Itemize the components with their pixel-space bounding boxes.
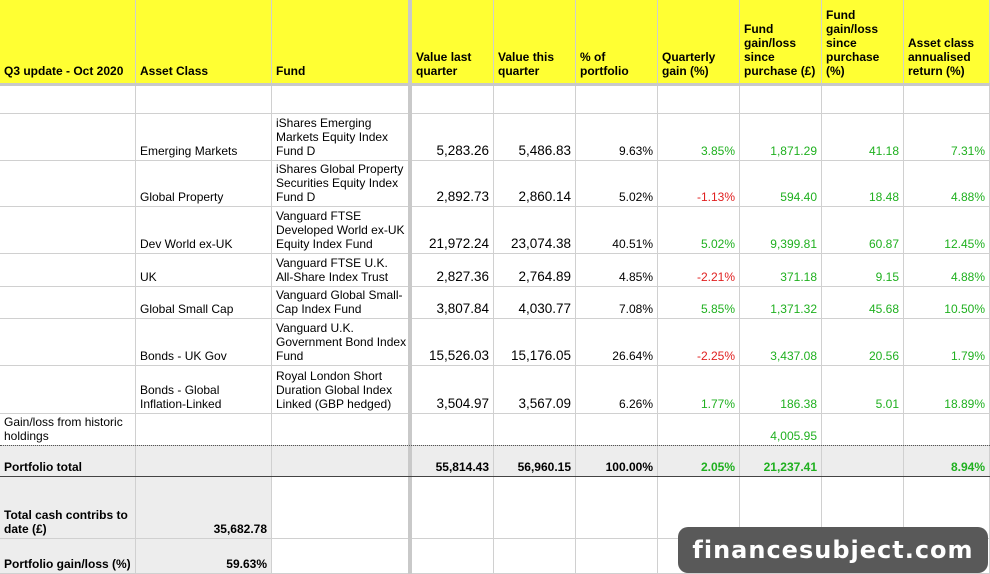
total-label-cell[interactable]: Portfolio total <box>0 446 136 477</box>
gain-loss-cell[interactable]: 186.38 <box>740 366 822 414</box>
fund-cell[interactable]: iShares Emerging Markets Equity Index Fund D <box>272 114 412 161</box>
empty-cell[interactable] <box>412 477 494 539</box>
empty-cell[interactable] <box>272 539 412 574</box>
gainloss-label-cell[interactable]: Portfolio gain/loss (%) <box>0 539 136 574</box>
quarterly-gain-cell[interactable]: -2.25% <box>658 319 740 366</box>
gain-loss-cell[interactable]: 371.18 <box>740 254 822 287</box>
gain-loss-pct-cell[interactable]: 18.48 <box>822 161 904 207</box>
fund-cell[interactable]: Vanguard FTSE U.K. All-Share Index Trust <box>272 254 412 287</box>
asset-class-cell[interactable]: Bonds - UK Gov <box>136 319 272 366</box>
table-row-cell[interactable] <box>0 161 136 207</box>
frozen-column-divider[interactable] <box>408 0 412 574</box>
empty-cell[interactable] <box>822 414 904 446</box>
value-last-cell[interactable]: 2,892.73 <box>412 161 494 207</box>
historic-label-cell[interactable]: Gain/loss from historic holdings <box>0 414 136 446</box>
fund-cell[interactable]: Royal London Short Duration Global Index Linked (GBP hedged) <box>272 366 412 414</box>
annualised-return-cell[interactable]: 7.31% <box>904 114 990 161</box>
empty-cell[interactable] <box>822 446 904 477</box>
table-row-cell[interactable] <box>0 319 136 366</box>
value-this-cell[interactable]: 3,567.09 <box>494 366 576 414</box>
total-gl-cell[interactable]: 21,237.41 <box>740 446 822 477</box>
empty-cell[interactable] <box>904 86 990 114</box>
empty-cell[interactable] <box>822 86 904 114</box>
header-cell[interactable]: Value this quarter <box>494 0 576 84</box>
asset-class-cell[interactable]: Bonds - Global Inflation-Linked <box>136 366 272 414</box>
empty-cell[interactable] <box>494 539 576 574</box>
empty-cell[interactable] <box>576 86 658 114</box>
empty-cell[interactable] <box>494 414 576 446</box>
annualised-return-cell[interactable]: 1.79% <box>904 319 990 366</box>
empty-cell[interactable] <box>658 414 740 446</box>
empty-cell[interactable] <box>576 539 658 574</box>
gain-loss-pct-cell[interactable]: 60.87 <box>822 207 904 254</box>
gain-loss-pct-cell[interactable]: 41.18 <box>822 114 904 161</box>
asset-class-cell[interactable]: Emerging Markets <box>136 114 272 161</box>
gain-loss-cell[interactable]: 1,871.29 <box>740 114 822 161</box>
total-qgain-cell[interactable]: 2.05% <box>658 446 740 477</box>
empty-cell[interactable] <box>272 86 412 114</box>
empty-cell[interactable] <box>0 86 136 114</box>
empty-cell[interactable] <box>412 86 494 114</box>
value-this-cell[interactable]: 23,074.38 <box>494 207 576 254</box>
total-this-cell[interactable]: 56,960.15 <box>494 446 576 477</box>
empty-cell[interactable] <box>412 539 494 574</box>
asset-class-cell[interactable]: Global Small Cap <box>136 287 272 319</box>
annualised-return-cell[interactable]: 4.88% <box>904 254 990 287</box>
empty-cell[interactable] <box>412 414 494 446</box>
table-row-cell[interactable] <box>0 287 136 319</box>
total-border <box>0 476 990 477</box>
quarterly-gain-cell[interactable]: 3.85% <box>658 114 740 161</box>
gain-loss-cell[interactable]: 1,371.32 <box>740 287 822 319</box>
cash-label-cell[interactable]: Total cash contribs to date (£) <box>0 477 136 539</box>
fund-cell[interactable]: Vanguard Global Small-Cap Index Fund <box>272 287 412 319</box>
value-this-cell[interactable]: 2,764.89 <box>494 254 576 287</box>
gain-loss-pct-cell[interactable]: 20.56 <box>822 319 904 366</box>
empty-cell[interactable] <box>272 446 412 477</box>
fund-cell[interactable]: iShares Global Property Securities Equity Index Fund D <box>272 161 412 207</box>
gain-loss-cell[interactable]: 9,399.81 <box>740 207 822 254</box>
value-last-cell[interactable]: 2,827.36 <box>412 254 494 287</box>
quarterly-gain-cell[interactable]: 1.77% <box>658 366 740 414</box>
annualised-return-cell[interactable]: 18.89% <box>904 366 990 414</box>
quarterly-gain-cell[interactable]: -1.13% <box>658 161 740 207</box>
gain-loss-pct-cell[interactable]: 5.01 <box>822 366 904 414</box>
total-pct-cell[interactable]: 100.00% <box>576 446 658 477</box>
value-this-cell[interactable]: 2,860.14 <box>494 161 576 207</box>
annualised-return-cell[interactable]: 10.50% <box>904 287 990 319</box>
percent-portfolio-cell[interactable]: 40.51% <box>576 207 658 254</box>
gainloss-value-cell[interactable]: 59.63% <box>136 539 272 574</box>
asset-class-cell[interactable]: Global Property <box>136 161 272 207</box>
header-cell[interactable]: Asset Class <box>136 0 272 84</box>
header-cell[interactable]: Fund gain/loss since purchase (%) <box>822 0 904 84</box>
header-cell[interactable]: Fund gain/loss since purchase (£) <box>740 0 822 84</box>
dotted-border <box>0 445 990 446</box>
percent-portfolio-cell[interactable]: 26.64% <box>576 319 658 366</box>
value-this-cell[interactable]: 5,486.83 <box>494 114 576 161</box>
header-cell[interactable]: Value last quarter <box>412 0 494 84</box>
header-cell[interactable]: % of portfolio <box>576 0 658 84</box>
header-cell[interactable]: Q3 update - Oct 2020 <box>0 0 136 84</box>
annualised-return-cell[interactable]: 4.88% <box>904 161 990 207</box>
empty-cell[interactable] <box>494 86 576 114</box>
asset-class-cell[interactable]: Dev World ex-UK <box>136 207 272 254</box>
empty-cell[interactable] <box>136 414 272 446</box>
quarterly-gain-cell[interactable]: 5.85% <box>658 287 740 319</box>
percent-portfolio-cell[interactable]: 9.63% <box>576 114 658 161</box>
empty-cell[interactable] <box>904 414 990 446</box>
total-last-cell[interactable]: 55,814.43 <box>412 446 494 477</box>
gain-loss-pct-cell[interactable]: 45.68 <box>822 287 904 319</box>
percent-portfolio-cell[interactable]: 7.08% <box>576 287 658 319</box>
fund-cell[interactable]: Vanguard FTSE Developed World ex-UK Equity Index Fund <box>272 207 412 254</box>
empty-cell[interactable] <box>576 414 658 446</box>
percent-portfolio-cell[interactable]: 4.85% <box>576 254 658 287</box>
value-last-cell[interactable]: 15,526.03 <box>412 319 494 366</box>
empty-cell[interactable] <box>136 86 272 114</box>
percent-portfolio-cell[interactable]: 5.02% <box>576 161 658 207</box>
annualised-return-cell[interactable]: 12.45% <box>904 207 990 254</box>
table-row-cell[interactable] <box>0 207 136 254</box>
gain-loss-pct-cell[interactable]: 9.15 <box>822 254 904 287</box>
quarterly-gain-cell[interactable]: 5.02% <box>658 207 740 254</box>
table-row-cell[interactable] <box>0 366 136 414</box>
fund-cell[interactable]: Vanguard U.K. Government Bond Index Fund <box>272 319 412 366</box>
gain-loss-cell[interactable]: 3,437.08 <box>740 319 822 366</box>
frozen-row-divider[interactable] <box>0 83 990 86</box>
value-last-cell[interactable]: 3,504.97 <box>412 366 494 414</box>
value-last-cell[interactable]: 21,972.24 <box>412 207 494 254</box>
value-last-cell[interactable]: 3,807.84 <box>412 287 494 319</box>
empty-cell[interactable] <box>272 414 412 446</box>
value-last-cell[interactable]: 5,283.26 <box>412 114 494 161</box>
empty-cell[interactable] <box>136 446 272 477</box>
historic-gain-cell[interactable]: 4,005.95 <box>740 414 822 446</box>
watermark-logo: financesubject.com <box>678 527 988 573</box>
asset-class-cell[interactable]: UK <box>136 254 272 287</box>
empty-cell[interactable] <box>740 86 822 114</box>
total-ann-cell[interactable]: 8.94% <box>904 446 990 477</box>
gain-loss-cell[interactable]: 594.40 <box>740 161 822 207</box>
cash-value-cell[interactable]: 35,682.78 <box>136 477 272 539</box>
empty-cell[interactable] <box>494 477 576 539</box>
value-this-cell[interactable]: 4,030.77 <box>494 287 576 319</box>
header-cell[interactable]: Asset class annualised return (%) <box>904 0 990 84</box>
table-row-cell[interactable] <box>0 254 136 287</box>
empty-cell[interactable] <box>658 86 740 114</box>
empty-cell[interactable] <box>272 477 412 539</box>
table-row-cell[interactable] <box>0 114 136 161</box>
empty-cell[interactable] <box>576 477 658 539</box>
value-this-cell[interactable]: 15,176.05 <box>494 319 576 366</box>
header-cell[interactable]: Fund <box>272 0 412 84</box>
percent-portfolio-cell[interactable]: 6.26% <box>576 366 658 414</box>
header-cell[interactable]: Quarterly gain (%) <box>658 0 740 84</box>
quarterly-gain-cell[interactable]: -2.21% <box>658 254 740 287</box>
